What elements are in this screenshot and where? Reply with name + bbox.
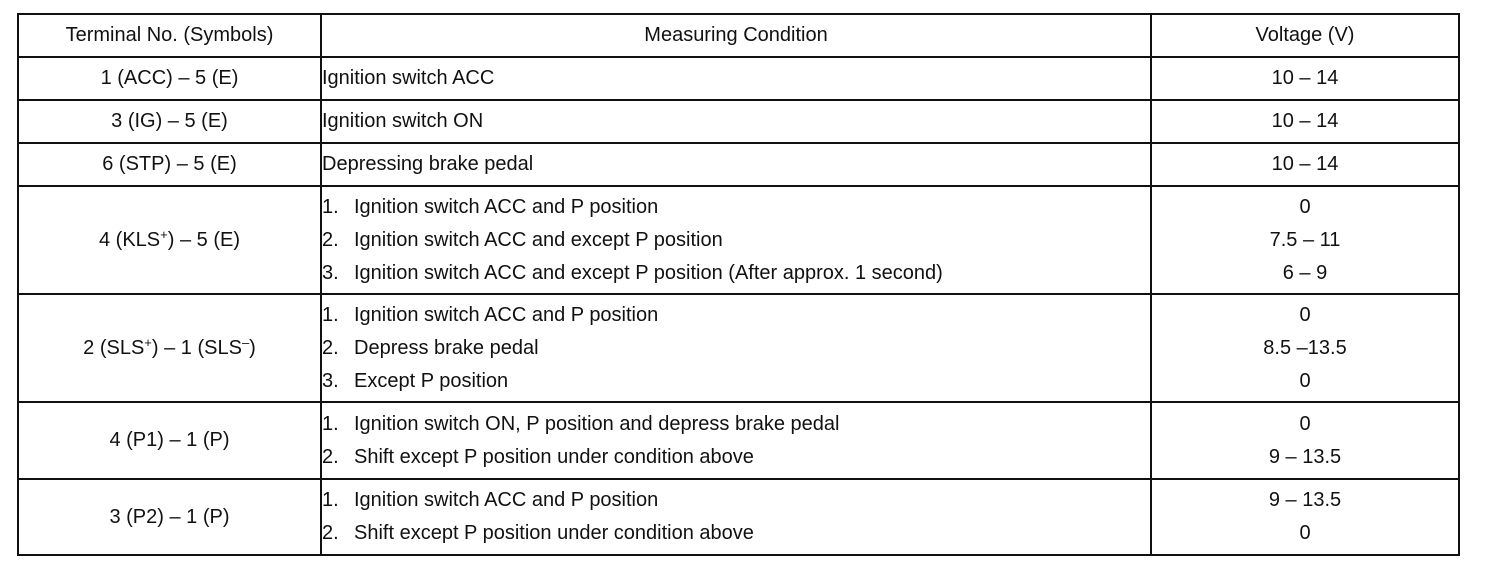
terminal-label-part: ) [249, 336, 256, 359]
voltage-value: 8.5 –13.5 [1263, 336, 1347, 359]
condition-cell [321, 294, 1151, 402]
condition-text: Shift except P position under condition above [354, 522, 754, 544]
terminal-polarity-symbol: – [241, 334, 250, 350]
terminal-cell [18, 57, 321, 100]
voltage-value: 9 – 13.5 [1268, 445, 1342, 468]
terminal-cell [18, 186, 321, 294]
condition-text: Depressing brake pedal [322, 153, 534, 175]
condition-line [322, 365, 1150, 398]
condition-number: 1. [322, 195, 339, 218]
condition-cell [321, 100, 1151, 143]
condition-number: 1. [322, 489, 339, 511]
terminal-cell [18, 100, 321, 143]
condition-number: 2. [322, 522, 339, 544]
condition-line [322, 257, 1150, 290]
table-row [18, 294, 1459, 402]
condition-cell [321, 57, 1151, 100]
condition-cell [321, 143, 1151, 186]
terminal-label [99, 226, 240, 251]
voltage-cell [1151, 479, 1459, 555]
condition-text: Depress brake pedal [354, 336, 539, 359]
voltage-value: 10 – 14 [1271, 67, 1339, 89]
condition-cell [321, 479, 1151, 555]
terminal-label [83, 334, 256, 359]
terminal-voltage-table [17, 13, 1460, 556]
terminal-cell [18, 294, 321, 402]
terminal-cell [18, 479, 321, 555]
condition-number: 2. [322, 228, 339, 251]
voltage-value: 0 [1299, 303, 1311, 326]
voltage-value: 0 [1299, 412, 1311, 435]
condition-line [322, 224, 1150, 257]
terminal-cell [18, 402, 321, 479]
voltage-value: 0 [1299, 195, 1311, 218]
terminal-cell [18, 143, 321, 186]
terminal-polarity-symbol: + [144, 334, 152, 350]
header-measuring-condition: Measuring Condition [321, 14, 1151, 57]
voltage-value: 10 – 14 [1271, 153, 1339, 175]
voltage-cell [1151, 100, 1459, 143]
terminal-label-part: ) – 1 (SLS [151, 336, 242, 359]
header-voltage: Voltage (V) [1151, 14, 1459, 57]
header-terminal: Terminal No. (Symbols) [18, 14, 321, 57]
table-row [18, 100, 1459, 143]
condition-number: 3. [322, 261, 339, 284]
condition-number: 3. [322, 369, 339, 392]
terminal-polarity-symbol: + [160, 226, 168, 242]
voltage-cell [1151, 143, 1459, 186]
terminal-label-part: 2 (SLS [83, 336, 145, 359]
voltage-cell [1151, 402, 1459, 479]
terminal-label: 4 (P1) – 1 (P) [109, 429, 230, 451]
condition-number: 2. [322, 336, 339, 359]
terminal-label-part: ) – 5 (E) [167, 228, 240, 251]
condition-text: Ignition switch ON [322, 110, 484, 132]
voltage-value: 0 [1299, 522, 1311, 544]
condition-text: Ignition switch ACC and except P position [354, 228, 723, 251]
voltage-value: 10 – 14 [1271, 110, 1339, 132]
condition-line [322, 332, 1150, 365]
terminal-label: 3 (IG) – 5 (E) [111, 110, 228, 132]
condition-number: 1. [322, 412, 339, 435]
condition-text: Ignition switch ACC [322, 67, 495, 89]
table-row [18, 57, 1459, 100]
table-row [18, 479, 1459, 555]
voltage-cell [1151, 57, 1459, 100]
table-row [18, 143, 1459, 186]
condition-text: Ignition switch ACC and P position [354, 195, 659, 218]
table-header-row [18, 14, 1459, 57]
condition-text: Ignition switch ACC and except P position (After approx. 1 second) [354, 261, 943, 284]
voltage-value: 7.5 – 11 [1269, 228, 1341, 251]
condition-text: Shift except P position under condition above [354, 445, 754, 468]
voltage-cell [1151, 294, 1459, 402]
condition-cell [321, 186, 1151, 294]
condition-text: Except P position [354, 369, 509, 392]
voltage-value: 9 – 13.5 [1268, 489, 1342, 511]
condition-text: Ignition switch ACC and P position [354, 489, 659, 511]
condition-cell [321, 402, 1151, 479]
table-row [18, 402, 1459, 479]
condition-line [322, 441, 1150, 474]
condition-line [322, 191, 1150, 224]
terminal-label: 6 (STP) – 5 (E) [102, 153, 237, 175]
condition-text: Ignition switch ACC and P position [354, 303, 659, 326]
voltage-cell [1151, 186, 1459, 294]
condition-text: Ignition switch ON, P position and depress brake pedal [354, 412, 840, 435]
terminal-label: 3 (P2) – 1 (P) [109, 505, 230, 528]
condition-number: 2. [322, 445, 339, 468]
condition-number: 1. [322, 303, 339, 326]
condition-line [322, 484, 1150, 517]
voltage-value: 6 – 9 [1282, 261, 1328, 284]
condition-line [322, 517, 1150, 550]
terminal-label: 1 (ACC) – 5 (E) [100, 67, 239, 89]
table-row [18, 186, 1459, 294]
terminal-label-part: 4 (KLS [99, 228, 161, 251]
voltage-value: 0 [1299, 369, 1311, 392]
condition-line [322, 299, 1150, 332]
condition-line [322, 408, 1150, 441]
